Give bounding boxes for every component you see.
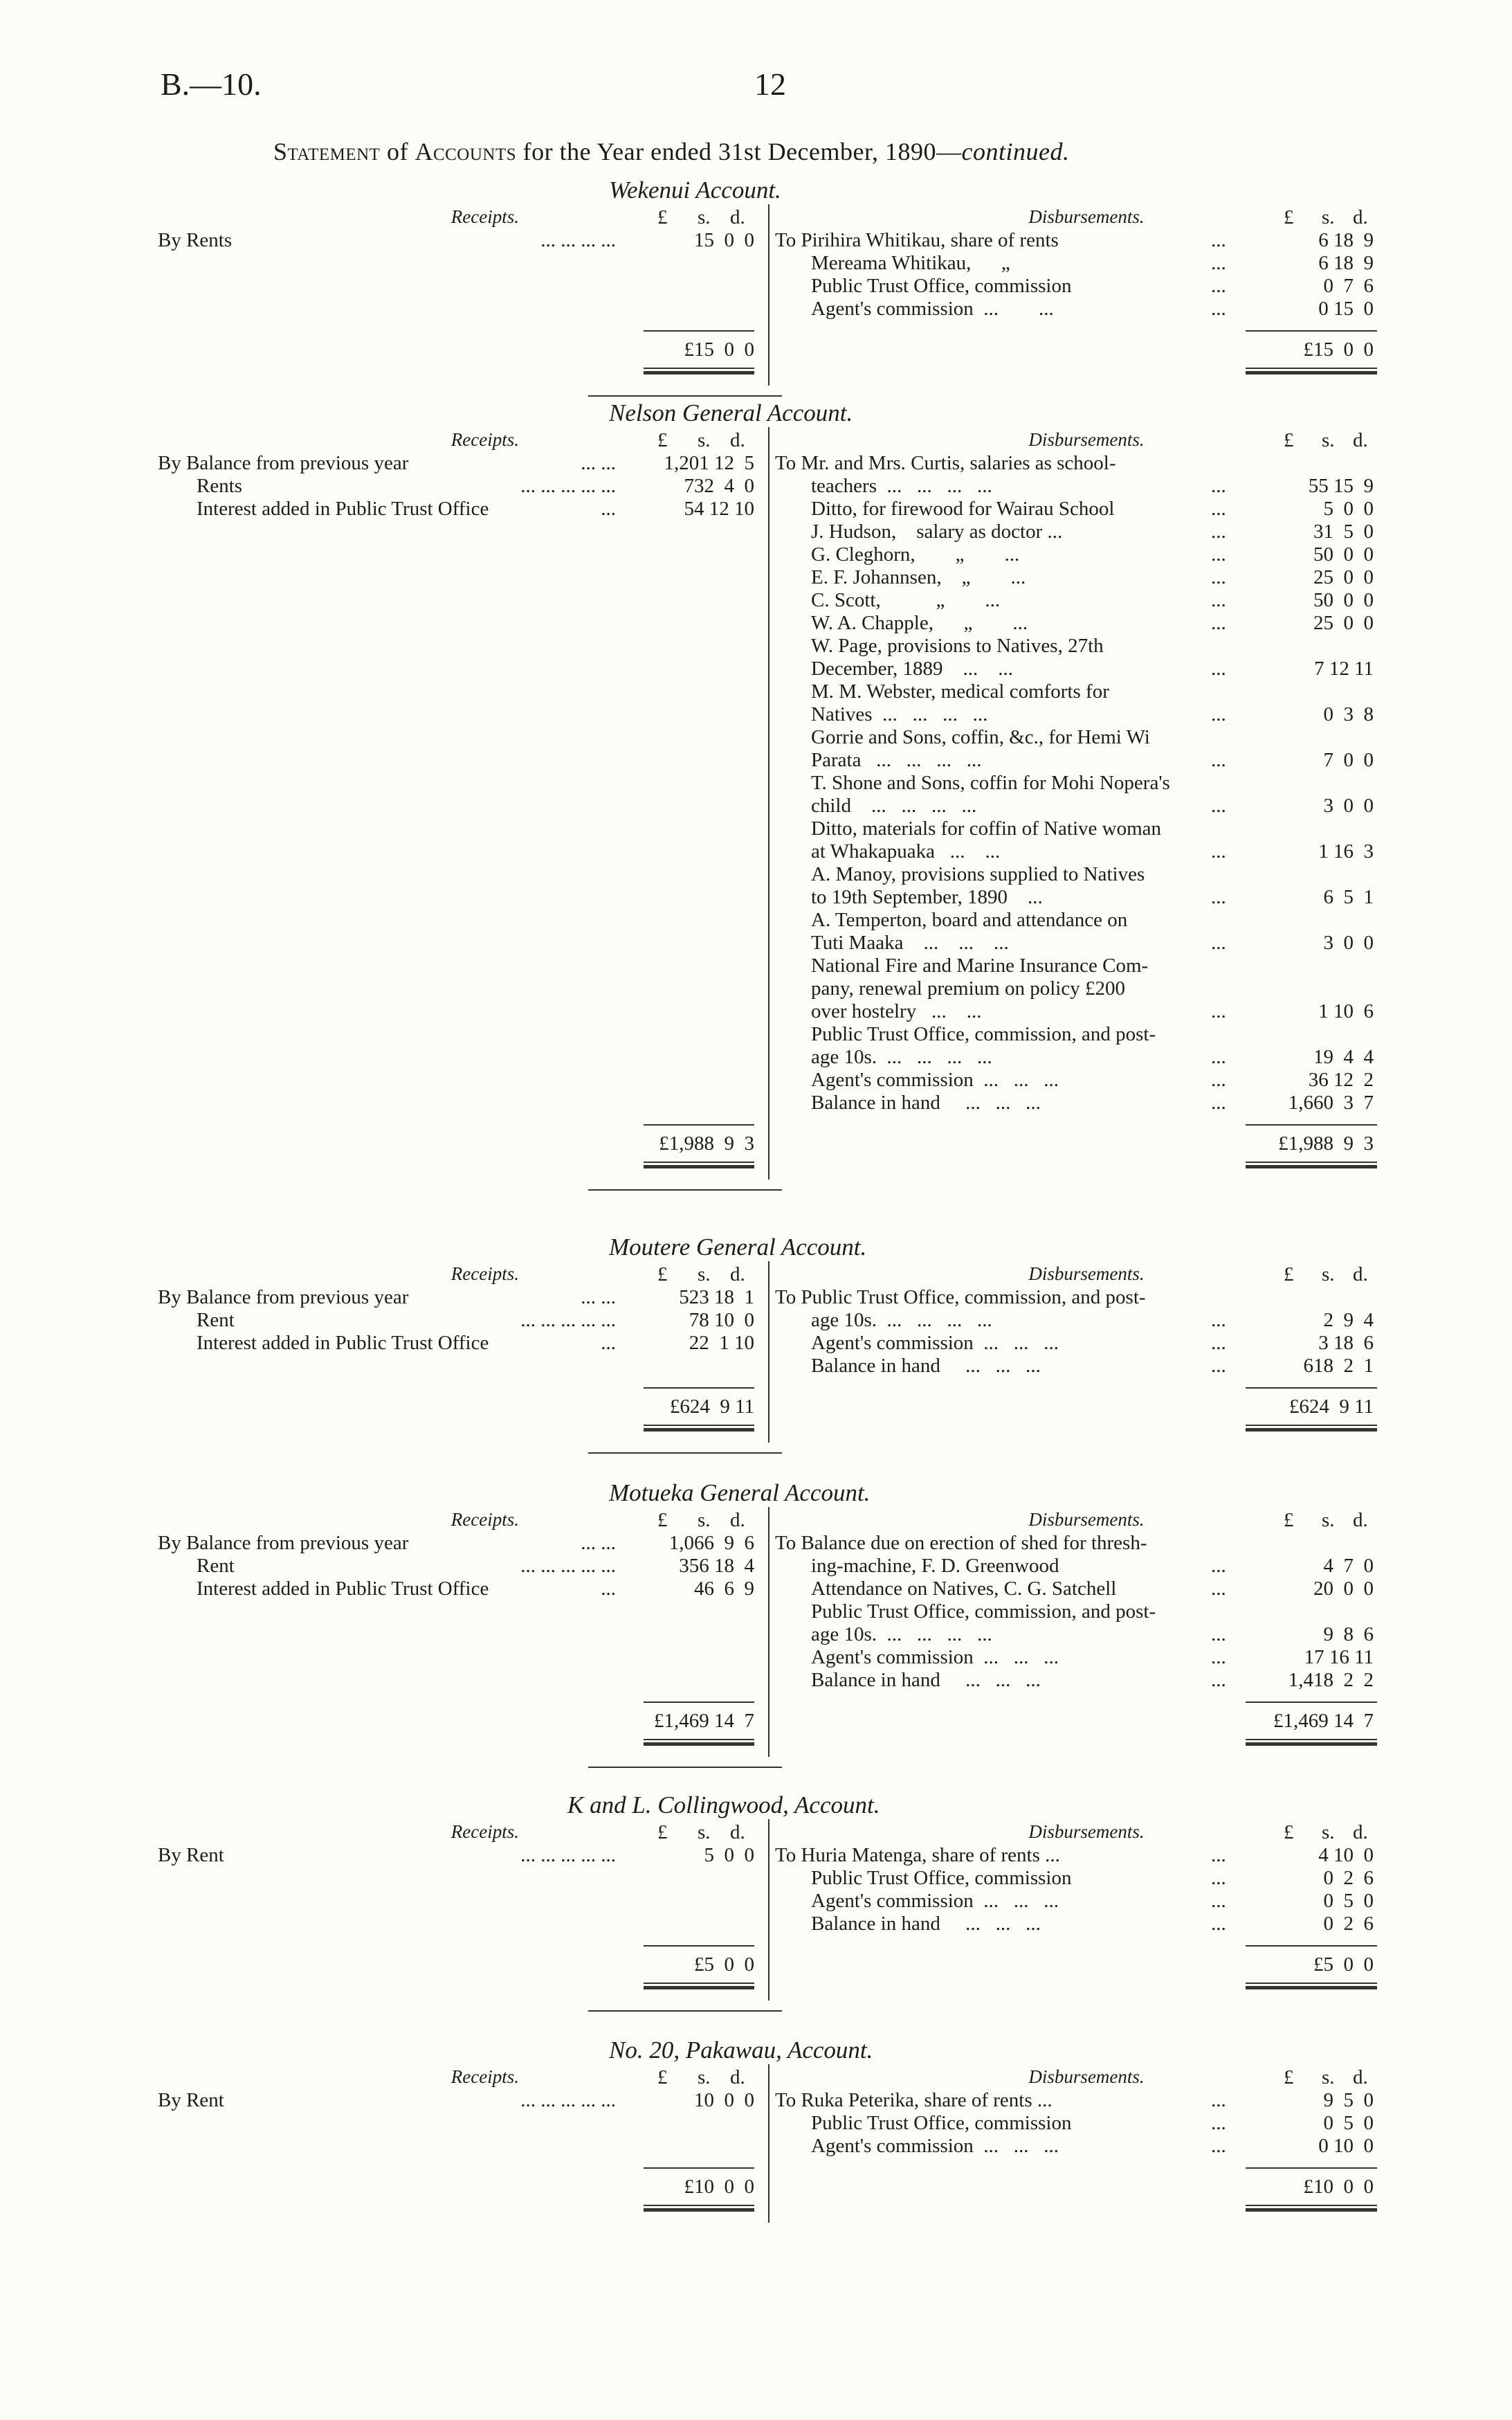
receipt-leader-dots: ... ... ... ... (540, 229, 616, 251)
receipt-amount: 1,201 12 5 (664, 452, 754, 474)
column-divider (768, 427, 769, 1180)
disbursement-text: Natives ... ... ... ... (811, 703, 988, 725)
subtotal-rule (1246, 2167, 1377, 2169)
receipt-amount: 5 0 0 (704, 1844, 754, 1866)
statement-of: of (386, 138, 408, 165)
receipts-total: £1,469 14 7 (654, 1710, 754, 1732)
disbursement-amount: 50 0 0 (1313, 543, 1374, 566)
pound-heading: £ (657, 1821, 668, 1843)
pence-heading: d. (1353, 1509, 1368, 1531)
disbursement-text: Agent's commission ... ... ... (811, 1890, 1059, 1912)
total-double-rule (1246, 1162, 1377, 1168)
disbursement-text: over hostelry ... ... (811, 1000, 982, 1022)
pound-heading: £ (657, 206, 668, 228)
subtotal-rule (1246, 1387, 1377, 1389)
subtotal-rule (644, 1945, 754, 1947)
disbursement-leader-dots: ... (1211, 658, 1226, 680)
pence-heading: d. (1353, 206, 1368, 228)
disbursement-amount: 9 5 0 (1323, 2089, 1374, 2111)
disbursement-amount: 20 0 0 (1313, 1578, 1374, 1600)
disbursement-text: December, 1889 ... ... (811, 658, 1013, 680)
shillings-heading: s. (1322, 429, 1335, 451)
disbursement-leader-dots: ... (1211, 1578, 1226, 1600)
disbursements-heading: Disbursements. (1028, 206, 1145, 227)
disbursement-text: age 10s. ... ... ... ... (811, 1046, 992, 1068)
disbursements-heading: Disbursements. (1028, 1263, 1145, 1284)
receipts-heading: Receipts. (450, 1821, 519, 1842)
column-divider (768, 204, 769, 386)
disbursement-text: To Public Trust Office, commission, and post- (775, 1286, 1146, 1308)
page-number: 12 (754, 66, 786, 102)
subtotal-rule (1246, 1701, 1377, 1703)
disbursement-text: child ... ... ... ... (811, 795, 977, 817)
account-title: Motueka General Account. (609, 1479, 871, 1506)
total-double-rule (1246, 1425, 1377, 1432)
pound-heading: £ (657, 1509, 668, 1531)
disbursement-text: E. F. Johannsen, „ ... (811, 566, 1026, 588)
disbursement-amount: 4 10 0 (1318, 1844, 1374, 1866)
disbursement-amount: 6 5 1 (1323, 886, 1374, 908)
subtotal-rule (1246, 1124, 1377, 1126)
receipt-leader-dots: ... ... ... ... ... (520, 1555, 616, 1577)
column-divider (768, 2064, 769, 2223)
account-title: Nelson General Account. (609, 399, 853, 426)
subtotal-rule (644, 330, 754, 332)
disbursement-text: To Huria Matenga, share of rents ... (775, 1844, 1060, 1866)
disbursement-leader-dots: ... (1211, 275, 1226, 297)
disbursement-text: To Ruka Peterika, share of rents ... (775, 2089, 1053, 2111)
disbursement-text: M. M. Webster, medical comforts for (811, 680, 1109, 703)
total-double-rule (644, 1739, 754, 1746)
receipt-amount: 78 10 0 (689, 1309, 754, 1331)
shillings-heading: s. (698, 429, 711, 451)
disbursement-text: teachers ... ... ... ... (811, 475, 992, 497)
pound-heading: £ (1284, 206, 1294, 228)
disbursement-amount: 9 8 6 (1323, 1623, 1374, 1645)
statement-rest: for the Year ended 31st December, 1890— (522, 138, 962, 165)
account-separator-rule (588, 1189, 782, 1191)
total-double-rule (644, 1983, 754, 1989)
disbursement-leader-dots: ... (1211, 612, 1226, 634)
pence-heading: d. (730, 1821, 745, 1843)
disbursement-leader-dots: ... (1211, 1646, 1226, 1668)
disbursement-amount: 36 12 2 (1308, 1069, 1374, 1091)
disbursement-text: Balance in hand ... ... ... (811, 1669, 1041, 1691)
disbursement-text: Balance in hand ... ... ... (811, 1092, 1041, 1114)
statement-continued: continued. (961, 138, 1070, 165)
disbursement-leader-dots: ... (1211, 498, 1226, 520)
disbursement-text: Agent's commission ... ... ... (811, 1069, 1059, 1091)
pound-heading: £ (657, 2066, 668, 2088)
pence-heading: d. (730, 2066, 745, 2088)
disbursement-text: A. Temperton, board and attendance on (811, 909, 1128, 931)
subtotal-rule (644, 2167, 754, 2169)
disbursement-text: W. A. Chapple, „ ... (811, 612, 1028, 634)
disbursements-total: £624 9 11 (1288, 1396, 1374, 1418)
pence-heading: d. (730, 206, 745, 228)
disbursement-leader-dots: ... (1211, 2112, 1226, 2134)
disbursement-amount: 6 18 9 (1318, 229, 1374, 251)
column-divider (768, 1507, 769, 1757)
shillings-heading: s. (698, 206, 711, 228)
disbursement-text: to 19th September, 1890 ... (811, 886, 1043, 908)
disbursement-text: pany, renewal premium on policy £200 (811, 977, 1125, 1000)
disbursement-text: ing-machine, F. D. Greenwood (811, 1555, 1059, 1577)
receipt-label: By Balance from previous year (158, 1286, 409, 1308)
receipt-amount: 15 0 0 (694, 229, 754, 251)
receipts-heading: Receipts. (450, 1509, 519, 1530)
disbursement-text: Agent's commission ... ... ... (811, 2135, 1059, 2157)
receipts-total: £624 9 11 (669, 1396, 754, 1418)
receipt-leader-dots: ... (601, 1332, 616, 1354)
disbursement-leader-dots: ... (1211, 1867, 1226, 1889)
subtotal-rule (1246, 330, 1377, 332)
column-divider (768, 1819, 769, 2001)
disbursement-amount: 25 0 0 (1313, 566, 1374, 588)
subtotal-rule (644, 1701, 754, 1703)
disbursement-text: Gorrie and Sons, coffin, &c., for Hemi Wi (811, 726, 1150, 748)
disbursement-text: Attendance on Natives, C. G. Satchell (811, 1578, 1117, 1600)
disbursement-amount: 7 12 11 (1314, 658, 1374, 680)
disbursement-leader-dots: ... (1211, 749, 1226, 771)
disbursement-leader-dots: ... (1211, 2089, 1226, 2111)
disbursement-text: Public Trust Office, commission (811, 1867, 1072, 1889)
receipt-leader-dots: ... ... (581, 1286, 616, 1308)
disbursement-leader-dots: ... (1211, 298, 1226, 320)
disbursement-leader-dots: ... (1211, 795, 1226, 817)
total-double-rule (1246, 1739, 1377, 1746)
disbursement-amount: 0 15 0 (1318, 298, 1374, 320)
disbursement-amount: 17 16 11 (1304, 1646, 1374, 1668)
shillings-heading: s. (698, 1821, 711, 1843)
receipt-leader-dots: ... ... (581, 452, 616, 474)
disbursement-leader-dots: ... (1211, 566, 1226, 588)
account-title: No. 20, Pakawau, Account. (609, 2037, 873, 2064)
receipt-leader-dots: ... (601, 1578, 616, 1600)
disbursement-text: Balance in hand ... ... ... (811, 1913, 1041, 1935)
pence-heading: d. (1353, 1263, 1368, 1285)
disbursement-text: Public Trust Office, commission, and post- (811, 1600, 1156, 1623)
disbursement-amount: 5 0 0 (1323, 498, 1374, 520)
receipt-amount: 46 6 9 (694, 1578, 754, 1600)
receipt-label: Rent (197, 1555, 235, 1577)
disbursement-leader-dots: ... (1211, 1890, 1226, 1912)
shillings-heading: s. (698, 1509, 711, 1531)
pound-heading: £ (1284, 1821, 1294, 1843)
disbursement-leader-dots: ... (1211, 1844, 1226, 1866)
disbursement-amount: 1,418 2 2 (1288, 1669, 1374, 1691)
statement-prefix: Statement (273, 138, 381, 165)
disbursement-amount: 0 2 6 (1323, 1867, 1374, 1889)
receipts-total: £5 0 0 (694, 1953, 754, 1976)
disbursement-leader-dots: ... (1211, 886, 1226, 908)
disbursement-amount: 618 2 1 (1303, 1355, 1374, 1377)
disbursement-amount: 6 18 9 (1318, 252, 1374, 274)
disbursement-amount: 3 0 0 (1323, 795, 1374, 817)
disbursement-text: To Mr. and Mrs. Curtis, salaries as school- (775, 452, 1116, 474)
pound-heading: £ (1284, 1263, 1294, 1285)
shillings-heading: s. (698, 2066, 711, 2088)
receipt-leader-dots: ... (601, 498, 616, 520)
pence-heading: d. (730, 1263, 745, 1285)
disbursements-total: £10 0 0 (1303, 2176, 1374, 2198)
pence-heading: d. (1353, 2066, 1368, 2088)
disbursements-heading: Disbursements. (1028, 1821, 1145, 1842)
disbursement-text: National Fire and Marine Insurance Com- (811, 955, 1149, 977)
receipt-label: By Balance from previous year (158, 1532, 409, 1554)
disbursement-amount: 0 7 6 (1323, 275, 1374, 297)
pence-heading: d. (1353, 429, 1368, 451)
disbursement-leader-dots: ... (1211, 1332, 1226, 1354)
disbursement-amount: 50 0 0 (1313, 589, 1374, 611)
receipt-amount: 10 0 0 (694, 2089, 754, 2111)
account-title: Moutere General Account. (609, 1234, 867, 1261)
disbursements-total: £5 0 0 (1313, 1953, 1374, 1976)
disbursement-text: Agent's commission ... ... ... (811, 1646, 1059, 1668)
subtotal-rule (1246, 1945, 1377, 1947)
shillings-heading: s. (1322, 1263, 1335, 1285)
disbursement-leader-dots: ... (1211, 1623, 1226, 1645)
receipt-label: Rent (197, 1309, 235, 1331)
receipt-leader-dots: ... ... ... ... ... (520, 2089, 616, 2111)
disbursement-amount: 25 0 0 (1313, 612, 1374, 634)
total-double-rule (644, 368, 754, 374)
disbursement-text: age 10s. ... ... ... ... (811, 1309, 992, 1331)
statement-accounts: Accounts (415, 138, 517, 165)
subtotal-rule (644, 1124, 754, 1126)
disbursement-text: age 10s. ... ... ... ... (811, 1623, 992, 1645)
receipts-total: £15 0 0 (684, 338, 754, 361)
pence-heading: d. (730, 1509, 745, 1531)
disbursement-text: Public Trust Office, commission, and post- (811, 1023, 1156, 1045)
receipts-heading: Receipts. (450, 2066, 519, 2087)
receipt-label: Rents (197, 475, 243, 497)
disbursement-leader-dots: ... (1211, 932, 1226, 954)
disbursement-text: To Pirihira Whitikau, share of rents (775, 229, 1059, 251)
disbursement-text: Tuti Maaka ... ... ... (811, 932, 1009, 954)
disbursements-total: £1,469 14 7 (1273, 1710, 1374, 1732)
disbursement-text: Agent's commission ... ... ... (811, 1332, 1059, 1354)
shillings-heading: s. (1322, 1821, 1335, 1843)
disbursement-leader-dots: ... (1211, 1913, 1226, 1935)
disbursement-text: J. Hudson, salary as doctor ... (811, 521, 1063, 543)
account-title: K and L. Collingwood, Account. (567, 1791, 880, 1818)
disbursement-leader-dots: ... (1211, 1309, 1226, 1331)
disbursement-amount: 7 0 0 (1323, 749, 1374, 771)
page-series: B.—10. (161, 66, 262, 102)
receipt-label: By Rents (158, 229, 233, 251)
pound-heading: £ (1284, 429, 1294, 451)
disbursement-leader-dots: ... (1211, 1000, 1226, 1022)
subtotal-rule (644, 1387, 754, 1389)
disbursements-total: £1,988 9 3 (1278, 1132, 1374, 1155)
disbursement-amount: 1 10 6 (1318, 1000, 1374, 1022)
disbursement-amount: 3 18 6 (1318, 1332, 1374, 1354)
disbursement-leader-dots: ... (1211, 1069, 1226, 1091)
disbursement-amount: 0 5 0 (1323, 1890, 1374, 1912)
disbursement-amount: 1,660 3 7 (1288, 1092, 1374, 1114)
receipt-leader-dots: ... ... ... ... ... (520, 1844, 616, 1866)
shillings-heading: s. (1322, 206, 1335, 228)
disbursement-leader-dots: ... (1211, 703, 1226, 725)
total-double-rule (644, 2205, 754, 2212)
receipt-label: Interest added in Public Trust Office (197, 1332, 489, 1354)
column-divider (768, 1261, 769, 1443)
pence-heading: d. (730, 429, 745, 451)
receipt-amount: 523 18 1 (679, 1286, 754, 1308)
disbursement-amount: 0 10 0 (1318, 2135, 1374, 2157)
receipts-total: £1,988 9 3 (659, 1132, 754, 1155)
pound-heading: £ (1284, 2066, 1294, 2088)
receipt-amount: 54 12 10 (684, 498, 754, 520)
receipt-label: By Balance from previous year (158, 452, 409, 474)
disbursement-text: Ditto, materials for coffin of Native woman (811, 818, 1162, 840)
shillings-heading: s. (1322, 1509, 1335, 1531)
disbursement-leader-dots: ... (1211, 1669, 1226, 1691)
receipt-amount: 732 4 0 (684, 475, 754, 497)
disbursement-amount: 0 2 6 (1323, 1913, 1374, 1935)
account-title: Wekenui Account. (609, 177, 781, 204)
disbursement-text: Public Trust Office, commission (811, 275, 1072, 297)
receipt-label: By Rent (158, 1844, 224, 1866)
disbursement-leader-dots: ... (1211, 475, 1226, 497)
account-separator-rule (588, 2010, 782, 2012)
pound-heading: £ (657, 429, 668, 451)
total-double-rule (1246, 2205, 1377, 2212)
disbursement-leader-dots: ... (1211, 252, 1226, 274)
receipts-heading: Receipts. (450, 429, 519, 450)
disbursement-leader-dots: ... (1211, 2135, 1226, 2157)
shillings-heading: s. (698, 1263, 711, 1285)
account-separator-rule (588, 1767, 782, 1768)
disbursements-heading: Disbursements. (1028, 429, 1145, 450)
receipts-total: £10 0 0 (684, 2176, 754, 2198)
disbursements-total: £15 0 0 (1303, 338, 1374, 361)
pound-heading: £ (1284, 1509, 1294, 1531)
disbursement-text: G. Cleghorn, „ ... (811, 543, 1020, 566)
receipt-amount: 22 1 10 (689, 1332, 754, 1354)
disbursement-text: Public Trust Office, commission (811, 2112, 1072, 2134)
receipts-heading: Receipts. (450, 1263, 519, 1284)
receipt-leader-dots: ... ... ... ... ... (520, 1309, 616, 1331)
statement-title (273, 137, 1070, 166)
disbursement-text: To Balance due on erection of shed for thresh- (775, 1532, 1147, 1554)
disbursement-leader-dots: ... (1211, 1046, 1226, 1068)
pound-heading: £ (657, 1263, 668, 1285)
total-double-rule (1246, 1983, 1377, 1989)
disbursement-leader-dots: ... (1211, 840, 1226, 863)
disbursement-text: Parata ... ... ... ... (811, 749, 982, 771)
disbursement-amount: 0 5 0 (1323, 2112, 1374, 2134)
disbursement-leader-dots: ... (1211, 1092, 1226, 1114)
disbursement-text: W. Page, provisions to Natives, 27th (811, 635, 1104, 657)
account-separator-rule (588, 1452, 782, 1454)
receipt-label: By Rent (158, 2089, 224, 2111)
account-separator-rule (588, 395, 782, 397)
disbursement-amount: 3 0 0 (1323, 932, 1374, 954)
pence-heading: d. (1353, 1821, 1368, 1843)
disbursement-text: T. Shone and Sons, coffin for Mohi Nopera's (811, 772, 1170, 794)
receipts-heading: Receipts. (450, 206, 519, 227)
disbursement-amount: 55 15 9 (1308, 475, 1374, 497)
receipt-amount: 1,066 9 6 (668, 1532, 754, 1554)
disbursement-leader-dots: ... (1211, 229, 1226, 251)
receipt-leader-dots: ... ... ... ... ... (520, 475, 616, 497)
disbursement-leader-dots: ... (1211, 1555, 1226, 1577)
disbursement-text: at Whakapuaka ... ... (811, 840, 1001, 863)
disbursement-text: Ditto, for firewood for Wairau School (811, 498, 1115, 520)
disbursement-amount: 19 4 4 (1313, 1046, 1374, 1068)
disbursement-text: Mereama Whitikau, „ (811, 252, 1010, 274)
disbursements-heading: Disbursements. (1028, 2066, 1145, 2087)
disbursement-amount: 1 16 3 (1318, 840, 1374, 863)
disbursement-leader-dots: ... (1211, 1355, 1226, 1377)
disbursement-amount: 4 7 0 (1323, 1555, 1374, 1577)
disbursement-leader-dots: ... (1211, 521, 1226, 543)
shillings-heading: s. (1322, 2066, 1335, 2088)
total-double-rule (644, 1425, 754, 1432)
disbursement-text: A. Manoy, provisions supplied to Natives (811, 863, 1145, 885)
receipt-amount: 356 18 4 (679, 1555, 754, 1577)
disbursement-leader-dots: ... (1211, 543, 1226, 566)
total-double-rule (1246, 368, 1377, 374)
disbursement-leader-dots: ... (1211, 589, 1226, 611)
disbursements-heading: Disbursements. (1028, 1509, 1145, 1530)
total-double-rule (644, 1162, 754, 1168)
receipt-label: Interest added in Public Trust Office (197, 1578, 489, 1600)
disbursement-amount: 0 3 8 (1323, 703, 1374, 725)
disbursement-text: Balance in hand ... ... ... (811, 1355, 1041, 1377)
disbursement-amount: 31 5 0 (1313, 521, 1374, 543)
receipt-label: Interest added in Public Trust Office (197, 498, 489, 520)
disbursement-amount: 2 9 4 (1323, 1309, 1374, 1331)
disbursement-text: Agent's commission ... ... (811, 298, 1054, 320)
receipt-leader-dots: ... ... (581, 1532, 616, 1554)
disbursement-text: C. Scott, „ ... (811, 589, 1001, 611)
